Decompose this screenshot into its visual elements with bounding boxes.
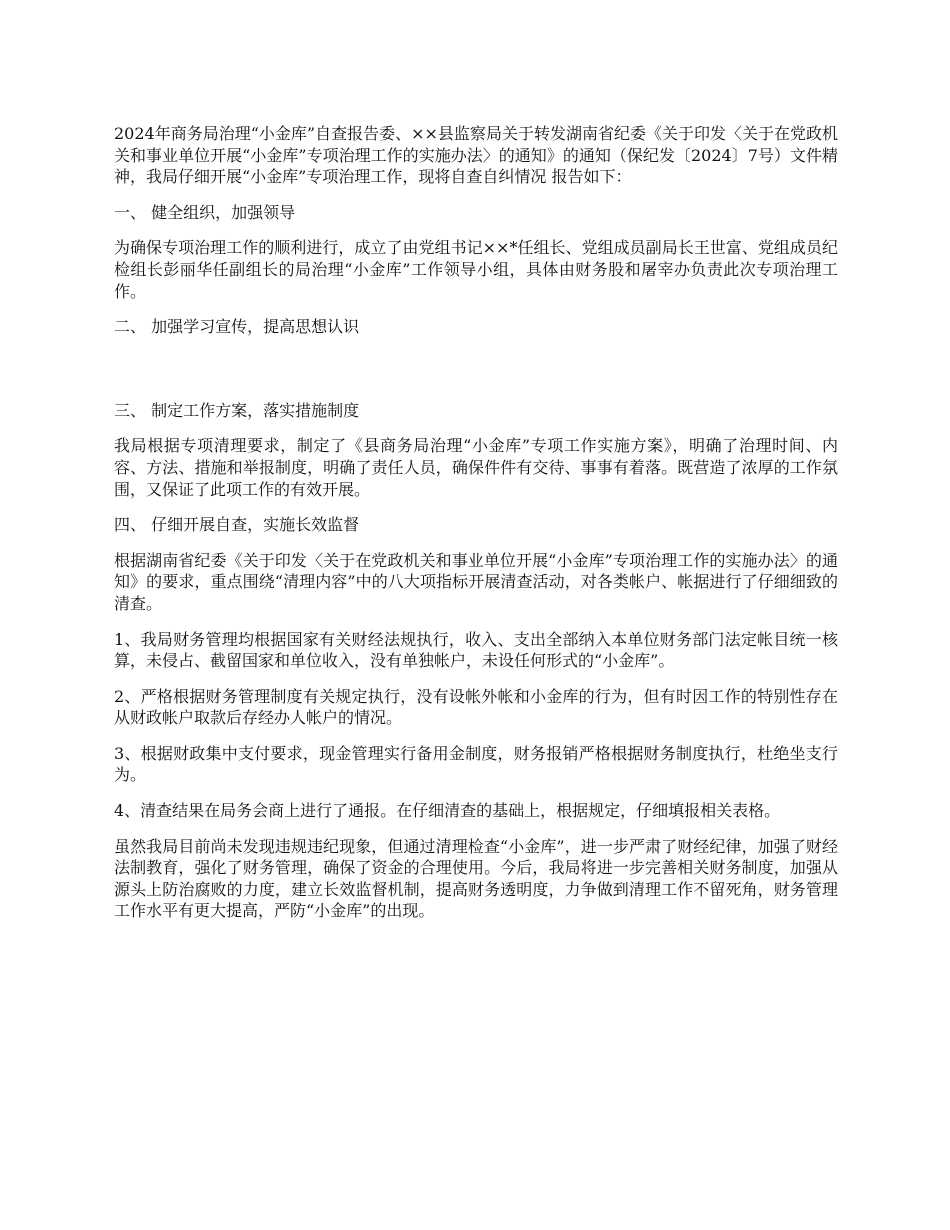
section-4-body: 根据湖南省纪委《关于印发〈关于在党政机关和事业单位开展“小金库”专项治理工作的实施办法〉的通知》的要求，重点围绕“清理内容”中的八大项指标开展清查活动，对各类帐户、帐据进行了仔细细致的清查。 [114, 550, 838, 613]
document-page [114, 123, 838, 936]
section-1-body: 为确保专项治理工作的顺利进行，成立了由党组书记××*任组长、党组成员副局长王世富、党组成员纪检组长彭丽华任副组长的局治理“小金库”工作领导小组，具体由财务股和屠宰办负责此次专项治理工作。 [114, 238, 838, 301]
section-2-heading: 二、 加强学习宣传，提高思想认识 [114, 317, 360, 337]
section-3-heading: 三、 制定工作方案，落实措施制度 [114, 400, 360, 420]
list-item-4: 4、清查结果在局务会商上进行了通报。在仔细清查的基础上，根据规定，仔细填报相关表格。 [114, 801, 781, 821]
list-item-2: 2、严格根据财务管理制度有关规定执行，没有设帐外帐和小金库的行为，但有时因工作的特别性存在从财政帐户取款后存经办人帐户的情况。 [114, 686, 838, 728]
conclusion-paragraph: 虽然我局目前尚未发现违规违纪现象，但通过清理检查“小金库”，进一步严肃了财经纪律，加强了财经法制教育，强化了财务管理，确保了资金的合理使用。今后，我局将进一步完善相关财务制度，加强从源头上防治腐败的力度，建立长效监督机制，提高财务透明度，力争做到清理工作不留死角，财务管理工作水平有更大提高，严防“小金库”的出现。 [114, 836, 838, 921]
intro-paragraph: 2024年商务局治理“小金库”自查报告委、××县监察局关于转发湖南省纪委《关于印发〈关于在党政机关和事业单位开展“小金库”专项治理工作的实施办法〉的通知》的通知（保纪发〔2024〕7号）文件精神，我局仔细开展“小金库”专项治理工作，现将自查自纠情况 报告如下： [114, 124, 838, 187]
section-3-body: 我局根据专项清理要求，制定了《县商务局治理“小金库”专项工作实施方案》，明确了治理时间、内容、方法、措施和举报制度，明确了责任人员，确保件件有交待、事事有着落。既营造了浓厚的工作氛围，又保证了此项工作的有效开展。 [114, 436, 838, 499]
list-item-3: 3、根据财政集中支付要求，现金管理实行备用金制度，财务报销严格根据财务制度执行，杜绝坐支行为。 [114, 743, 838, 785]
list-item-1: 1、我局财务管理均根据国家有关财经法规执行，收入、支出全部纳入本单位财务部门法定帐目统一核算，未侵占、截留国家和单位收入，没有单独帐户，未设任何形式的“小金库”。 [114, 629, 838, 671]
section-4-heading: 四、 仔细开展自查，实施长效监督 [114, 515, 360, 535]
section-1-heading: 一、 健全组织，加强领导 [114, 202, 296, 222]
blank-space [114, 352, 838, 400]
